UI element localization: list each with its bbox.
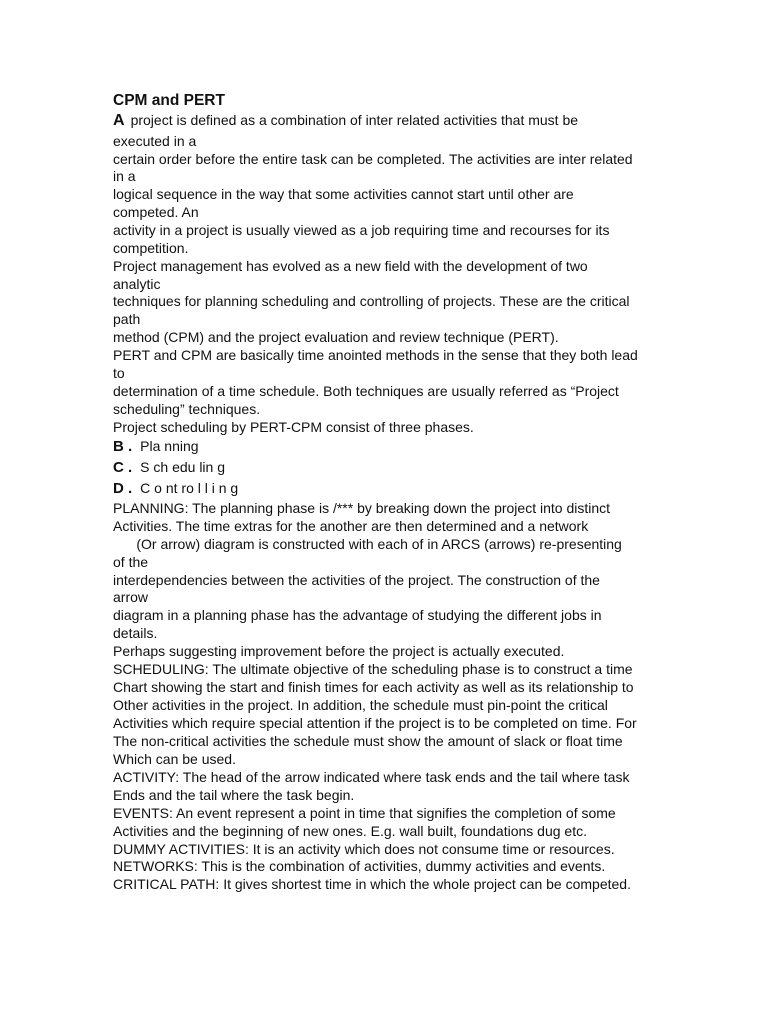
text-line: Project scheduling by PERT-CPM consist of three phases. (113, 419, 474, 435)
text-line: ACTIVITY: The head of the arrow indicated where task ends and the tail where task (113, 769, 630, 785)
text-line: activity in a project is usually viewed as a job requiring time and recourses for its (113, 222, 610, 238)
text-line: SCHEDULING: The ultimate objective of the scheduling phase is to construct a time (113, 661, 633, 677)
text-line: diagram in a planning phase has the advantage of studying the different jobs in (113, 607, 602, 623)
text-line: Activities which require special attention if the project is to be completed on time. For (113, 715, 637, 731)
text-line: in a (113, 168, 136, 184)
text-line: Activities. The time extras for the another are then determined and a network (113, 518, 589, 534)
text-line: method (CPM) and the project evaluation and review technique (PERT). (113, 329, 559, 345)
text-line: determination of a time schedule. Both techniques are usually referred as “Project (113, 383, 619, 399)
phase-marker: B . (113, 438, 133, 455)
phase-item-scheduling (113, 459, 225, 476)
text-line: Perhaps suggesting improvement before the project is actually executed. (113, 643, 565, 659)
text-line: certain order before the entire task can be completed. The activities are inter related (113, 151, 633, 167)
text-line: Which can be used. (113, 751, 236, 767)
text-line: logical sequence in the way that some activities cannot start until other are (113, 186, 574, 202)
phase-marker: C . (113, 459, 133, 476)
text-line: of the (113, 554, 149, 570)
text-line: executed in a (113, 133, 197, 149)
drop-letter: A (113, 112, 125, 129)
text-line: arrow (113, 589, 149, 605)
phase-label: C o nt ro l l i n g (140, 480, 239, 496)
text-line: interdependencies between the activities of the project. The construction of the (113, 572, 600, 588)
phase-label: Pla nning (140, 438, 199, 454)
page-title: CPM and PERT (113, 92, 225, 109)
text-line: analytic (113, 276, 161, 292)
text-line: EVENTS: An event represent a point in time that signifies the completion of some (113, 805, 616, 821)
text-line: Other activities in the project. In addition, the schedule must pin-point the critical (113, 697, 608, 713)
phase-item-planning (113, 438, 199, 455)
phase-label: S ch edu lin g (140, 459, 226, 475)
text-line: The non-critical activities the schedule must show the amount of slack or float time (113, 733, 623, 749)
text-line: DUMMY ACTIVITIES: It is an activity which does not consume time or resources. (113, 841, 615, 857)
text-line: to (113, 365, 125, 381)
text-line: details. (113, 625, 158, 641)
phase-item-controlling (113, 480, 238, 497)
text-line: Project management has evolved as a new field with the development of two (113, 258, 588, 274)
text-line: techniques for planning scheduling and controlling of projects. These are the critical (113, 293, 630, 309)
text-line: NETWORKS: This is the combination of activities, dummy activities and events. (113, 858, 606, 874)
text-line: Chart showing the start and finish times for each activity as well as its relationship to (113, 679, 634, 695)
text-line: path (113, 311, 141, 327)
text-line: competed. An (113, 204, 199, 220)
text-line: PERT and CPM are basically time anointed methods in the sense that they both lead (113, 347, 638, 363)
text-line: Ends and the tail where the task begin. (113, 787, 355, 803)
text-line: competition. (113, 240, 189, 256)
text-line: Activities and the beginning of new ones. E.g. wall built, foundations dug etc. (113, 823, 587, 839)
text-line: CRITICAL PATH: It gives shortest time in which the whole project can be competed. (113, 876, 631, 892)
text-line: (Or arrow) diagram is constructed with each of in ARCS (arrows) re-presenting (113, 536, 622, 552)
phase-marker: D . (113, 480, 133, 497)
text-line: PLANNING: The planning phase is /*** by breaking down the project into distinct (113, 500, 611, 516)
text-line: A project is defined as a combination of inter related activities that must be (113, 112, 579, 129)
text-line: scheduling” techniques. (113, 401, 261, 417)
